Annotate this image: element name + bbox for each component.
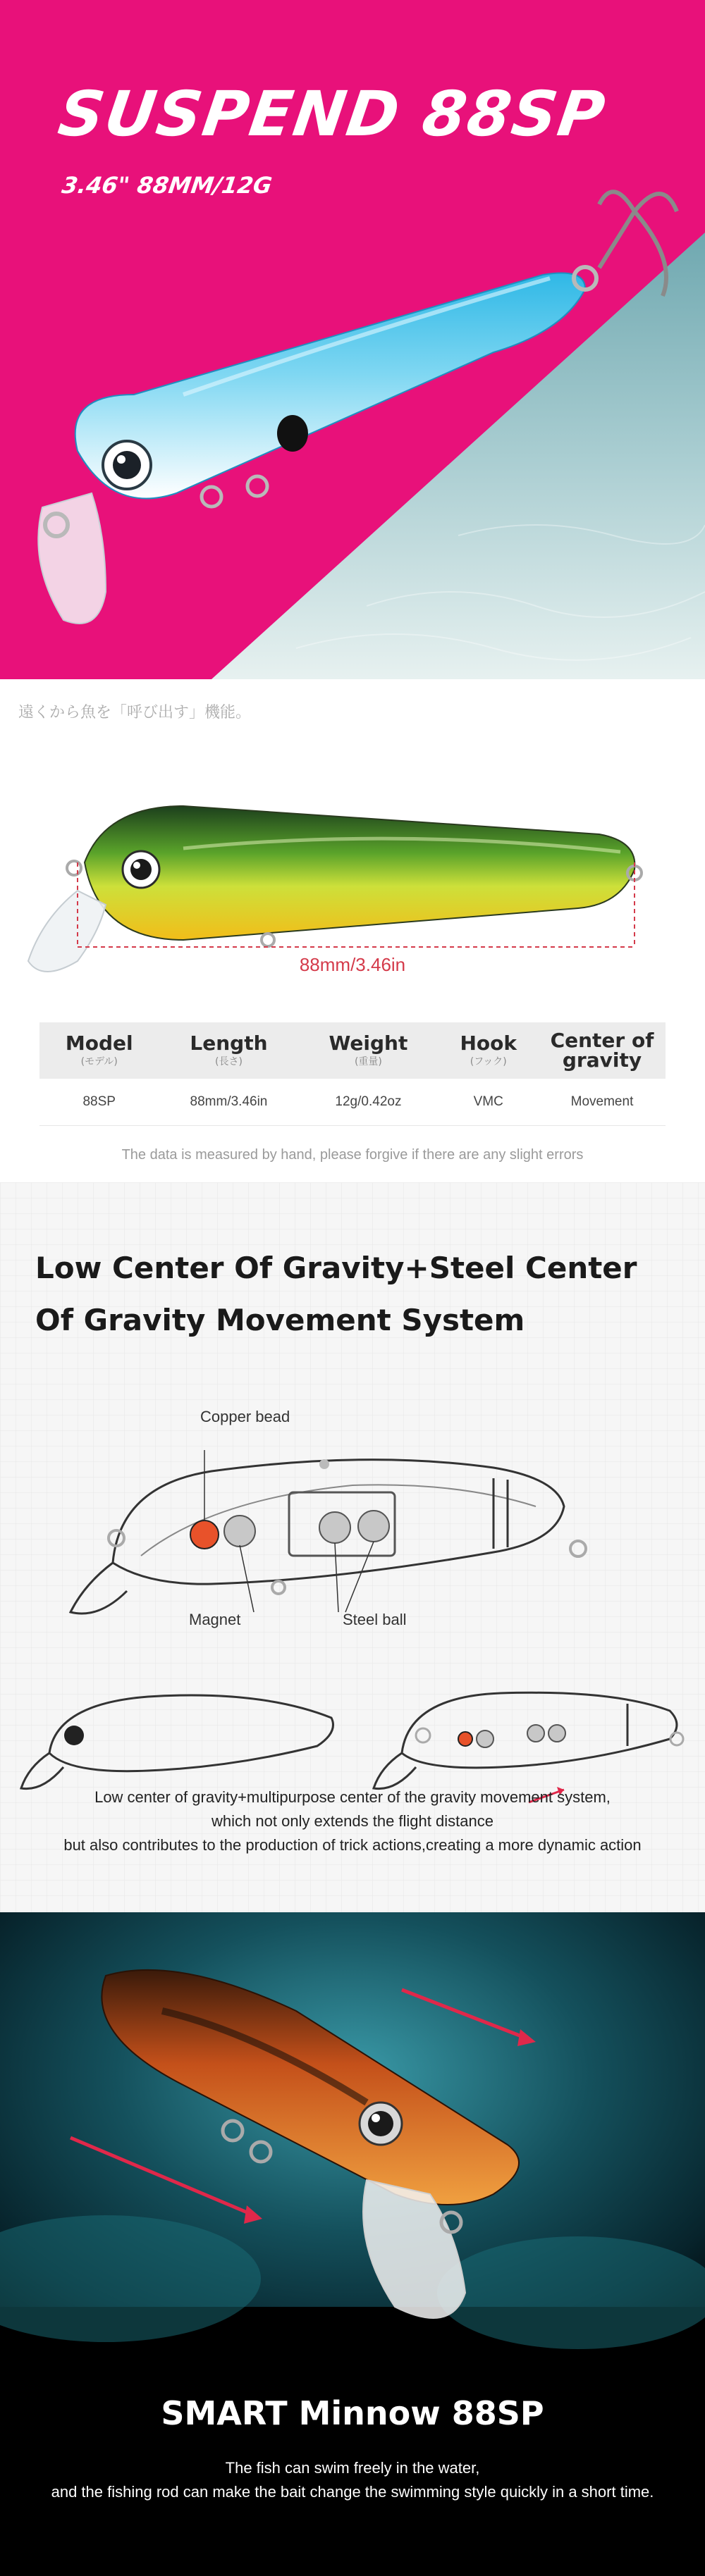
gravity-title: Low Center Of Gravity+Steel Center Of Gravity Movement System	[35, 1251, 637, 1337]
spec-table-header	[39, 1022, 666, 1079]
dimension-label: 88mm/3.46in	[299, 954, 406, 975]
cell-length: 88mm/3.46in	[159, 1079, 298, 1126]
cell-center-of-gravity: Movement	[539, 1079, 666, 1126]
japanese-tagline: 遠くから魚を「呼び出す」機能。	[18, 704, 252, 722]
label-magnet: Magnet	[189, 1611, 241, 1628]
smart-description-line-1: The fish can swim freely in the water,	[225, 2459, 480, 2477]
header-length: Length (長さ)	[159, 1022, 298, 1079]
measurement-note: The data is measured by hand, please forgive if there are any slight errors	[121, 1147, 584, 1163]
smart-minnow-section	[0, 1912, 705, 2576]
hero-banner	[0, 0, 705, 679]
gravity-description	[0, 1785, 705, 1857]
hero-subtitle: 3.46" 88MM/12G	[60, 172, 274, 199]
specs-section	[0, 679, 705, 1182]
spec-table	[39, 1022, 666, 1126]
description-line-2: which not only extends the flight distance	[212, 1812, 494, 1830]
table-row	[39, 1079, 666, 1126]
smart-description	[0, 2456, 705, 2504]
label-steel-ball: Steel ball	[343, 1611, 407, 1628]
header-hook: Hook (フック)	[438, 1022, 539, 1079]
gravity-system-section	[0, 1182, 705, 1912]
header-center-of-gravity: Center of gravity	[539, 1022, 666, 1079]
cell-weight: 12g/0.42oz	[298, 1079, 438, 1126]
description-line-1: Low center of gravity+multipurpose center of the gravity movement system,	[94, 1788, 611, 1806]
header-model: Model (モデル)	[39, 1022, 159, 1079]
smart-title: SMART Minnow 88SP	[161, 2394, 544, 2432]
cutaway-diagram	[0, 1401, 705, 1640]
cell-model: 88SP	[39, 1079, 159, 1126]
smart-description-line-2: and the fishing rod can make the bait change the swimming style quickly in a short time.	[51, 2483, 654, 2501]
label-copper-bead: Copper bead	[200, 1408, 290, 1425]
cell-hook: VMC	[438, 1079, 539, 1126]
header-weight: Weight (重量)	[298, 1022, 438, 1079]
description-line-3: but also contributes to the production of trick actions,creating a more dynamic action	[63, 1836, 642, 1854]
hero-title: SUSPEND 88SP	[54, 78, 611, 150]
